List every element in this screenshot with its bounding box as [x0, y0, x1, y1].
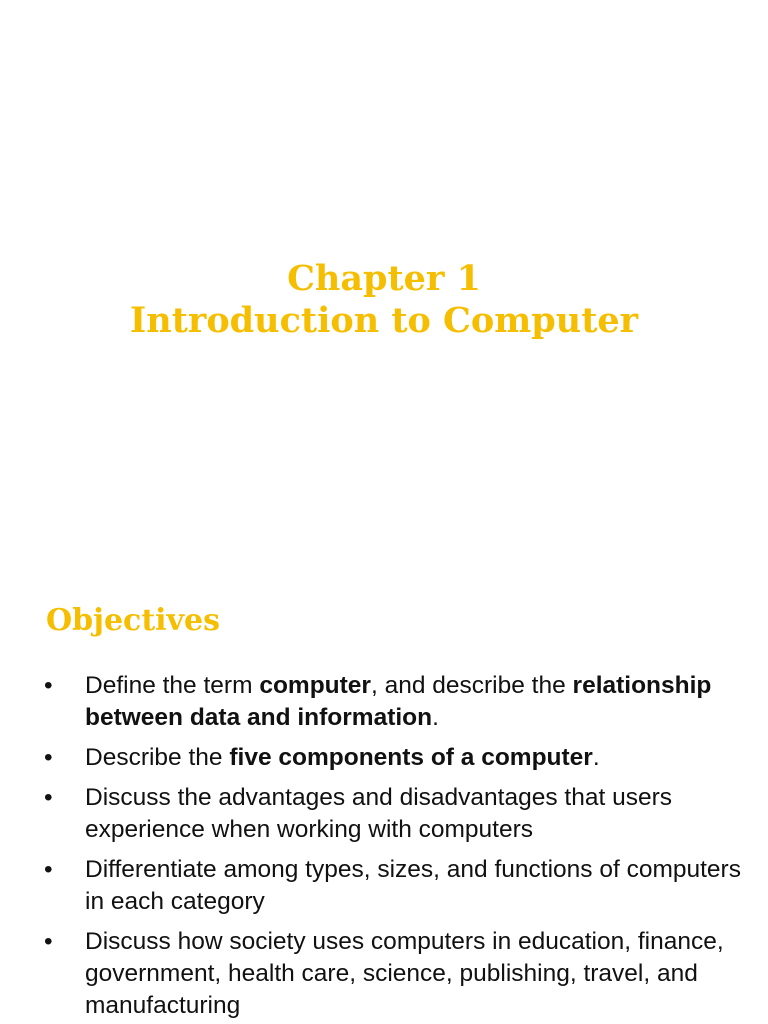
objective-text [85, 744, 600, 771]
objective-text: Discuss how society uses computers in education, finance, government, health care, science, publishing, travel, and manufacturing [85, 928, 724, 1019]
objective-item [44, 742, 744, 774]
objective-text-part: . [592, 744, 600, 771]
chapter-number: Chapter 1 [287, 258, 481, 299]
bullet: • [44, 672, 53, 699]
objective-text: Differentiate among types, sizes, and functions of computers in each category [85, 856, 741, 915]
chapter-title [0, 258, 768, 342]
bullet: • [44, 928, 53, 955]
objective-text: Discuss the advantages and disadvantages that users experience when working with computers [85, 784, 673, 843]
objective-item [44, 670, 744, 734]
bullet: • [44, 856, 53, 883]
objectives-list [44, 670, 744, 1024]
objective-text-bold: five components of a computer [229, 744, 593, 771]
objective-text-part: . [432, 704, 439, 731]
objective-text-part: , and describe the [370, 672, 573, 699]
bullet: • [44, 744, 53, 771]
objective-item [44, 926, 744, 1022]
objective-text-part: Describe the [85, 744, 230, 771]
objective-text-part: Define the term [85, 672, 260, 699]
objective-item [44, 854, 744, 918]
chapter-name: Introduction to Computer [129, 300, 639, 341]
objectives-heading: Objectives [46, 603, 220, 638]
objective-item [44, 782, 744, 846]
objective-text-bold: computer [259, 672, 371, 699]
objective-text-bold: relationship between data and information [85, 672, 712, 731]
bullet: • [44, 784, 53, 811]
objective-text [85, 672, 711, 731]
